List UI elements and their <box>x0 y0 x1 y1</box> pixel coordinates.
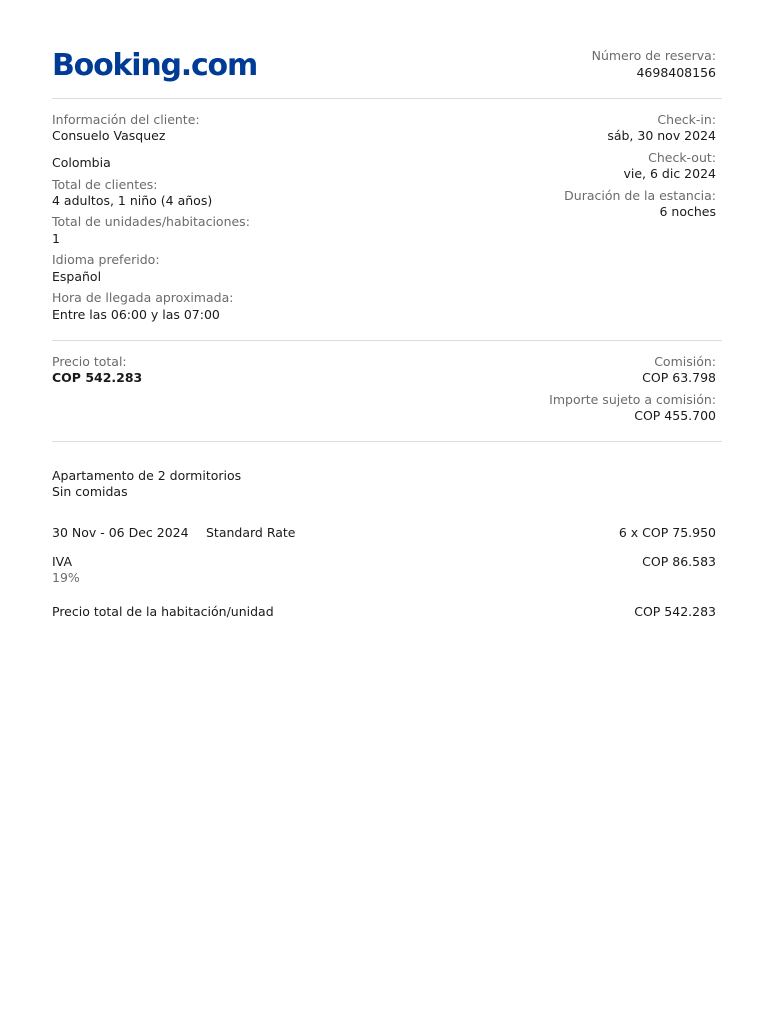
reservation-block <box>592 48 716 81</box>
reservation-number-value: 4698408156 <box>636 65 716 80</box>
arrival-label: Hora de llegada aproximada: <box>52 290 234 305</box>
booking-document <box>52 0 722 1024</box>
booking-logo: Booking.com <box>52 48 258 83</box>
rate-value: 6 x COP 75.950 <box>618 525 716 540</box>
commissionable-label: Importe sujeto a comisión: <box>549 392 716 407</box>
stay-info-block <box>564 112 716 220</box>
room-total-label: Precio total de la habitación/unidad <box>52 604 274 619</box>
room-dates: 30 Nov - 06 Dec 2024 <box>52 525 189 540</box>
divider-middle <box>52 340 722 341</box>
tax-value: COP 86.583 <box>642 554 716 569</box>
checkin-value: sáb, 30 nov 2024 <box>607 128 716 143</box>
arrival-value: Entre las 06:00 y las 07:00 <box>52 307 220 322</box>
room-type: Apartamento de 2 dormitorios <box>52 468 242 483</box>
room-total-value: COP 542.283 <box>634 604 716 619</box>
units-value: 1 <box>52 231 60 246</box>
total-price-label: Precio total: <box>52 354 127 369</box>
rate-name: Standard Rate <box>206 525 296 540</box>
total-price-block <box>52 354 142 386</box>
room-block <box>52 468 241 500</box>
commissionable-value: COP 455.700 <box>634 408 716 423</box>
tax-rate: 19% <box>52 570 80 585</box>
commission-block <box>549 354 716 424</box>
room-meals: Sin comidas <box>52 484 128 499</box>
commission-value: COP 63.798 <box>642 370 716 385</box>
checkout-value: vie, 6 dic 2024 <box>623 166 716 181</box>
total-price-value: COP 542.283 <box>52 370 143 385</box>
checkout-label: Check-out: <box>648 150 716 165</box>
language-label: Idioma preferido: <box>52 252 160 267</box>
checkin-label: Check-in: <box>657 112 716 127</box>
duration-label: Duración de la estancia: <box>564 188 716 203</box>
client-name: Consuelo Vasquez <box>52 128 166 143</box>
guests-label: Total de clientes: <box>52 177 158 192</box>
client-info-label: Información del cliente: <box>52 112 200 127</box>
commission-label: Comisión: <box>654 354 716 369</box>
divider-bottom <box>52 441 722 442</box>
guests-value: 4 adultos, 1 niño (4 años) <box>52 193 213 208</box>
units-label: Total de unidades/habitaciones: <box>52 214 250 229</box>
divider-top <box>52 98 722 99</box>
duration-value: 6 noches <box>659 204 716 219</box>
tax-label: IVA <box>52 554 72 569</box>
reservation-number-label: Número de reserva: <box>591 48 716 63</box>
client-country: Colombia <box>52 155 111 170</box>
language-value: Español <box>52 269 102 284</box>
